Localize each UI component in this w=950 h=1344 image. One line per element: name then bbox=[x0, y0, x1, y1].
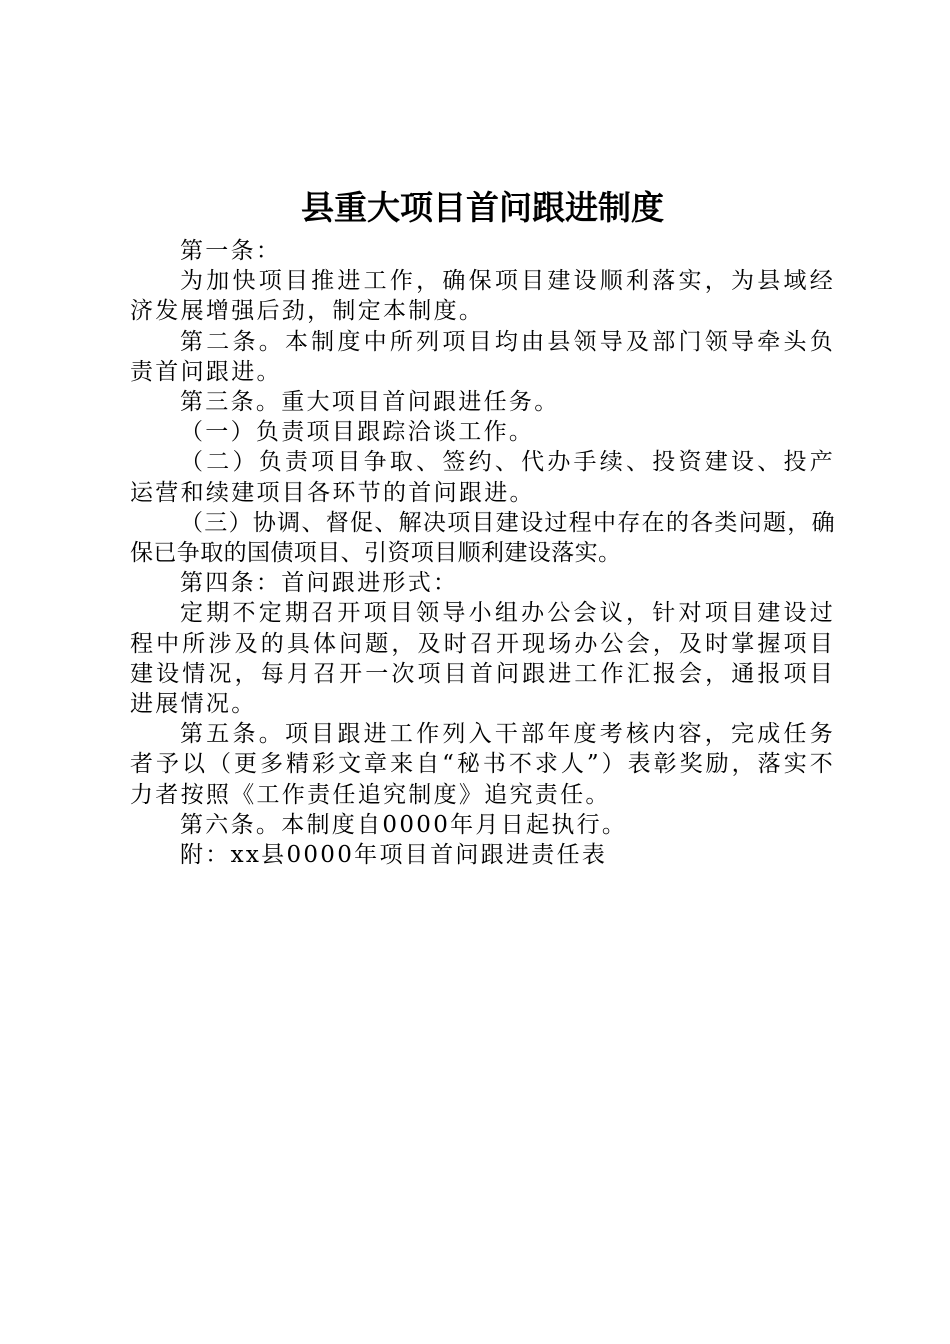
article-1-text: 为加快项目推进工作，确保项目建设顺利落实，为县域经济发展增强后劲，制定本制度。 bbox=[130, 268, 835, 325]
document-body bbox=[130, 236, 835, 870]
document-title: 县重大项目首问跟进制度 bbox=[301, 188, 664, 227]
article-4-text: 定期不定期召开项目领导小组办公会议，针对项目建设过程中所涉及的具体问题，及时召开现场办公会，及时掌握项目建设情况，每月召开一次项目首问跟进工作汇报会，通报项目进展情况。 bbox=[130, 600, 835, 718]
article-3-heading: 第三条。重大项目首问跟进任务。 bbox=[180, 389, 560, 416]
article-3-item-1: （一）负责项目跟踪洽谈工作。 bbox=[180, 419, 535, 446]
article-5-text: 第五条。项目跟进工作列入干部年度考核内容，完成任务者予以（更多精彩文章来自“秘书不求人”）表彰奖励，落实不力者按照《工作责任追究制度》追究责任。 bbox=[130, 721, 835, 808]
article-3-item-2: （二）负责项目争取、签约、代办手续、投资建设、投产运营和续建项目各环节的首问跟进。 bbox=[130, 449, 835, 506]
article-4-heading: 第四条：首问跟进形式： bbox=[180, 570, 459, 597]
article-1-heading: 第一条： bbox=[180, 238, 282, 264]
article-3-item-3: （三）协调、督促、解决项目建设过程中存在的各类问题，确保已争取的国债项目、引资项目顺利建设落实。 bbox=[130, 509, 835, 567]
article-6-text: 第六条。本制度自0000年月日起执行。 bbox=[180, 811, 628, 838]
attachment-note: 附：xx县0000年项目首问跟进责任表 bbox=[180, 842, 608, 869]
article-2-text: 第二条。本制度中所列项目均由县领导及部门领导牵头负责首问跟进。 bbox=[130, 328, 835, 385]
